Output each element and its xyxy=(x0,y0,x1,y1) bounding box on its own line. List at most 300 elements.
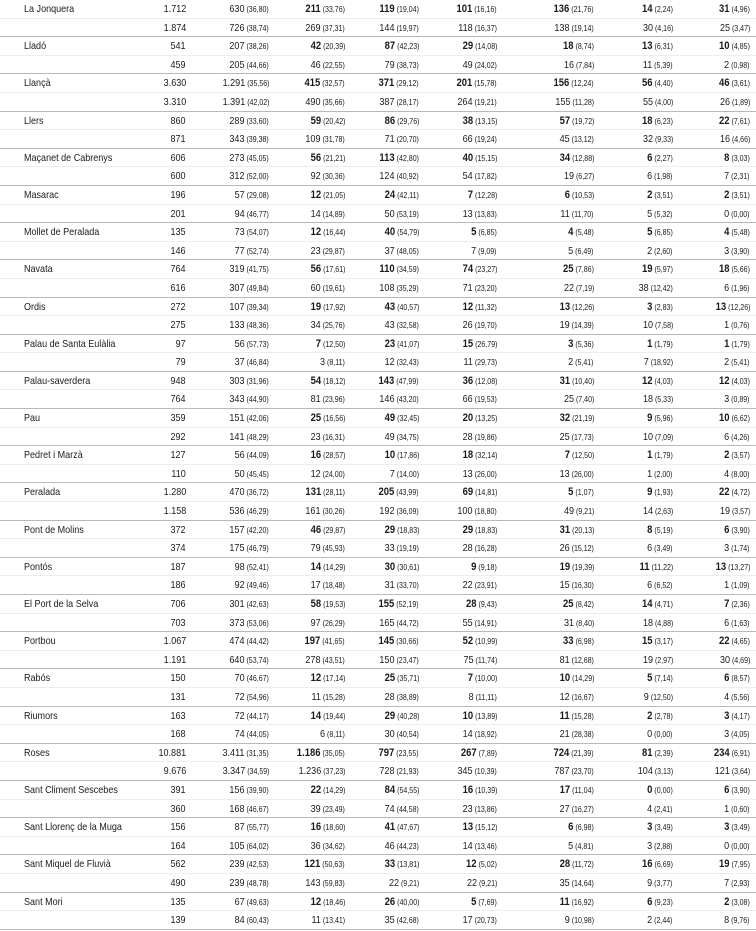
percentage-value: (39,90) xyxy=(244,785,269,795)
registered-voters-cell: 127 xyxy=(170,449,186,462)
party-5-votes-cell xyxy=(643,428,673,447)
table-row-previous xyxy=(0,837,756,856)
count-value: 387 xyxy=(379,95,395,108)
table-row-previous xyxy=(0,205,756,224)
registered-voters-cell: 764 xyxy=(170,263,186,276)
count-value: 156 xyxy=(553,77,570,90)
count-value: 12 xyxy=(310,895,321,908)
count-value: 2 xyxy=(724,356,730,369)
count-value: 19 xyxy=(719,505,730,518)
party-1-votes-cell xyxy=(305,0,345,19)
count-value: 14 xyxy=(642,3,653,15)
percentage-value: (2,97) xyxy=(652,655,673,665)
party-2-votes-cell xyxy=(380,279,419,298)
count-value: 23 xyxy=(310,430,321,443)
count-value: 143 xyxy=(305,876,321,889)
count-value: 29 xyxy=(462,40,473,53)
votes-cast-cell xyxy=(230,855,269,874)
party-6-votes-cell xyxy=(725,242,750,261)
percentage-value: (37,23) xyxy=(320,767,345,777)
party-5-votes-cell xyxy=(642,744,673,763)
table-row xyxy=(0,409,756,428)
percentage-value: (23,55) xyxy=(394,748,419,758)
percentage-value: (38,74) xyxy=(244,23,269,33)
party-4-votes-cell xyxy=(563,632,594,651)
count-value: 77 xyxy=(234,244,245,257)
party-1-votes-cell xyxy=(311,576,345,595)
party-5-votes-cell xyxy=(643,316,673,335)
party-6-votes-cell xyxy=(719,112,750,131)
percentage-value: (43,20) xyxy=(394,395,419,405)
table-row xyxy=(0,521,756,540)
count-value: 7 xyxy=(724,170,730,183)
count-value: 12 xyxy=(310,672,321,685)
count-value: 3 xyxy=(724,709,730,722)
percentage-value: (4,00) xyxy=(652,97,673,107)
count-value: 16 xyxy=(462,783,473,796)
municipality-name: El Port de la Selva xyxy=(24,598,99,610)
count-value: 40 xyxy=(462,151,473,164)
percentage-value: (44,09) xyxy=(244,451,269,461)
registered-voters-cell: 372 xyxy=(170,523,186,536)
percentage-value: (9,76) xyxy=(729,916,750,926)
percentage-value: (40,28) xyxy=(394,711,419,721)
party-2-votes-cell xyxy=(385,56,419,75)
party-2-votes-cell xyxy=(384,335,419,354)
votes-cast-cell xyxy=(223,744,269,763)
registered-voters-cell: 292 xyxy=(170,430,186,443)
count-value: 211 xyxy=(305,3,321,15)
percentage-value: (52,41) xyxy=(244,562,269,572)
party-2-votes-cell xyxy=(384,446,419,465)
percentage-value: (15,12) xyxy=(472,823,497,833)
percentage-value: (31,96) xyxy=(244,376,269,386)
percentage-value: (8,11) xyxy=(325,358,345,368)
votes-cast-cell xyxy=(230,279,269,298)
party-6-votes-cell xyxy=(725,316,750,335)
count-value: 121 xyxy=(304,858,321,871)
registered-voters-cell: 360 xyxy=(170,802,186,815)
percentage-value: (30,61) xyxy=(394,562,419,572)
votes-cast-cell xyxy=(230,372,269,391)
count-value: 5 xyxy=(568,839,574,852)
party-2-votes-cell xyxy=(384,707,419,726)
percentage-value: (4,88) xyxy=(652,618,673,628)
percentage-value: (2,44) xyxy=(652,916,673,926)
party-1-votes-cell xyxy=(310,112,345,131)
percentage-value: (19,39) xyxy=(569,562,594,572)
registered-voters-cell: 948 xyxy=(170,374,186,387)
percentage-value: (12,68) xyxy=(569,655,594,665)
percentage-value: (28,17) xyxy=(394,97,419,107)
party-2-votes-cell xyxy=(379,0,419,19)
count-value: 373 xyxy=(229,616,245,629)
party-6-votes-cell xyxy=(720,130,750,149)
percentage-value: (45,93) xyxy=(320,544,345,554)
party-4-votes-cell xyxy=(560,707,594,726)
count-value: 50 xyxy=(234,467,245,480)
count-value: 24 xyxy=(384,188,396,201)
percentage-value: (20,13) xyxy=(569,525,594,535)
votes-cast-cell xyxy=(230,502,269,521)
party-5-votes-cell xyxy=(643,614,673,633)
party-6-votes-cell xyxy=(724,781,750,800)
party-6-votes-cell xyxy=(719,0,750,19)
count-value: 43 xyxy=(384,300,395,313)
percentage-value: (6,85) xyxy=(476,228,497,238)
party-3-votes-cell xyxy=(471,558,497,577)
percentage-value: (7,09) xyxy=(652,432,673,442)
percentage-value: (24,02) xyxy=(472,60,497,70)
party-3-votes-cell xyxy=(462,260,497,279)
table-row-previous xyxy=(0,614,756,633)
percentage-value: (5,36) xyxy=(573,339,594,349)
registered-voters-cell: 201 xyxy=(170,207,186,220)
count-value: 19 xyxy=(642,653,653,666)
party-1-votes-cell xyxy=(311,911,345,930)
percentage-value: (4,96) xyxy=(729,5,750,14)
count-value: 58 xyxy=(310,598,321,610)
percentage-value: (19,70) xyxy=(472,321,497,331)
party-2-votes-cell xyxy=(379,74,419,93)
count-value: 18 xyxy=(719,263,730,276)
percentage-value: (4,03) xyxy=(729,376,750,386)
count-value: 26 xyxy=(462,319,473,332)
percentage-value: (26,29) xyxy=(320,618,345,628)
count-value: 31 xyxy=(559,523,570,536)
party-1-votes-cell xyxy=(311,56,345,75)
party-2-votes-cell xyxy=(390,465,419,484)
count-value: 105 xyxy=(229,839,245,852)
registered-voters-cell: 79 xyxy=(175,356,186,369)
party-5-votes-cell xyxy=(643,130,673,149)
percentage-value: (11,74) xyxy=(473,655,497,665)
registered-voters-cell: 359 xyxy=(170,412,186,425)
count-value: 343 xyxy=(229,133,245,146)
percentage-value: (18,83) xyxy=(472,525,497,535)
party-3-votes-cell xyxy=(467,669,497,688)
count-value: 307 xyxy=(229,281,245,294)
party-4-votes-cell xyxy=(560,465,594,484)
percentage-value: (40,57) xyxy=(394,302,419,312)
count-value: 9 xyxy=(564,914,570,927)
percentage-value: (23,96) xyxy=(320,395,345,405)
percentage-value: (21,76) xyxy=(569,5,594,14)
percentage-value: (16,28) xyxy=(472,544,497,554)
percentage-value: (19,14) xyxy=(569,23,594,33)
party-1-votes-cell xyxy=(298,762,345,781)
percentage-value: (41,07) xyxy=(394,339,419,349)
percentage-value: (19,53) xyxy=(320,600,345,609)
percentage-value: (1,98) xyxy=(652,172,673,182)
percentage-value: (34,75) xyxy=(394,432,419,442)
percentage-value: (4,26) xyxy=(729,432,750,442)
percentage-value: (34,59) xyxy=(244,767,269,777)
party-2-votes-cell xyxy=(385,539,419,558)
percentage-value: (46,67) xyxy=(244,674,269,684)
count-value: 100 xyxy=(457,505,473,518)
count-value: 131 xyxy=(305,486,322,499)
percentage-value: (3,49) xyxy=(652,823,673,833)
percentage-value: (18,80) xyxy=(472,507,497,517)
count-value: 39 xyxy=(310,802,321,815)
count-value: 81 xyxy=(310,393,321,406)
table-row-previous xyxy=(0,390,756,409)
party-1-votes-cell xyxy=(305,74,345,93)
count-value: 726 xyxy=(229,21,245,34)
count-value: 28 xyxy=(384,690,395,703)
party-5-votes-cell xyxy=(644,353,673,372)
municipality-name: Maçanet de Cabrenys xyxy=(24,151,113,164)
count-value: 22 xyxy=(388,876,399,889)
registered-voters-cell: 97 xyxy=(175,337,186,350)
percentage-value: (55,77) xyxy=(244,823,269,833)
percentage-value: (9,18) xyxy=(476,562,497,572)
party-2-votes-cell xyxy=(380,390,419,409)
count-value: 157 xyxy=(229,523,245,536)
count-value: 46 xyxy=(384,839,395,852)
percentage-value: (52,19) xyxy=(394,600,419,609)
percentage-value: (7,58) xyxy=(652,321,673,331)
party-4-votes-cell xyxy=(560,539,594,558)
party-2-votes-cell xyxy=(385,725,419,744)
percentage-value: (54,79) xyxy=(394,228,419,238)
percentage-value: (10,00) xyxy=(472,674,497,684)
percentage-value: (4,71) xyxy=(652,600,673,609)
count-value: 19 xyxy=(559,319,570,332)
percentage-value: (1,09) xyxy=(729,581,750,591)
municipality-name: Sant Climent Sescebes xyxy=(24,783,118,796)
votes-cast-cell xyxy=(230,409,269,428)
party-5-votes-cell xyxy=(647,893,673,912)
party-5-votes-cell xyxy=(642,37,673,56)
table-row xyxy=(0,223,756,242)
table-row-previous xyxy=(0,93,756,112)
votes-cast-cell xyxy=(230,298,269,317)
count-value: 3 xyxy=(320,356,326,369)
registered-voters-cell: 562 xyxy=(170,858,186,871)
party-5-votes-cell xyxy=(642,855,673,874)
party-1-votes-cell xyxy=(311,428,345,447)
percentage-value: (1,79) xyxy=(729,339,750,349)
percentage-value: (7,14) xyxy=(652,674,673,684)
count-value: 11 xyxy=(463,356,473,369)
percentage-value: (46,79) xyxy=(244,544,269,554)
party-3-votes-cell xyxy=(462,632,497,651)
party-6-votes-cell xyxy=(719,483,750,502)
percentage-value: (9,23) xyxy=(652,897,673,907)
party-4-votes-cell xyxy=(564,614,594,633)
party-5-votes-cell xyxy=(639,558,673,577)
count-value: 30 xyxy=(642,21,653,34)
party-2-votes-cell xyxy=(380,502,419,521)
count-value: 124 xyxy=(379,170,395,183)
party-6-votes-cell xyxy=(725,390,750,409)
percentage-value: (15,15) xyxy=(472,153,497,163)
percentage-value: (31,78) xyxy=(320,135,345,145)
registered-voters-cell: 139 xyxy=(170,914,186,927)
count-value: 29 xyxy=(462,523,473,536)
count-value: 3 xyxy=(568,337,574,350)
party-4-votes-cell xyxy=(569,242,594,261)
votes-cast-cell xyxy=(230,167,269,186)
party-6-votes-cell xyxy=(719,409,750,428)
registered-voters-cell: 1.712 xyxy=(163,3,186,15)
percentage-value: (7,61) xyxy=(729,116,750,126)
count-value: 345 xyxy=(457,765,473,778)
count-value: 20 xyxy=(462,412,473,425)
party-3-votes-cell xyxy=(457,0,497,19)
party-3-votes-cell xyxy=(463,56,497,75)
count-value: 87 xyxy=(234,821,245,834)
votes-cast-cell xyxy=(235,242,269,261)
percentage-value: (50,63) xyxy=(320,860,345,870)
count-value: 75 xyxy=(463,653,474,666)
count-value: 87 xyxy=(384,40,395,53)
percentage-value: (4,05) xyxy=(729,730,750,740)
percentage-value: (49,63) xyxy=(244,897,269,907)
count-value: 73 xyxy=(234,226,245,239)
votes-cast-cell xyxy=(230,130,269,149)
percentage-value: (14,89) xyxy=(320,209,345,219)
percentage-value: (11,11) xyxy=(473,692,497,702)
count-value: 197 xyxy=(304,635,321,648)
percentage-value: (8,11) xyxy=(325,730,345,740)
party-6-votes-cell xyxy=(719,74,750,93)
percentage-value: (19,19) xyxy=(394,544,419,554)
percentage-value: (12,26) xyxy=(569,302,594,312)
count-value: 109 xyxy=(305,133,321,146)
registered-voters-cell: 459 xyxy=(170,58,186,71)
percentage-value: (20,70) xyxy=(394,135,419,145)
party-5-votes-cell xyxy=(648,167,673,186)
count-value: 6 xyxy=(724,430,730,443)
count-value: 27 xyxy=(559,802,570,815)
party-5-votes-cell xyxy=(642,632,673,651)
party-6-votes-cell xyxy=(725,56,750,75)
count-value: 25 xyxy=(384,672,395,685)
percentage-value: (19,44) xyxy=(320,711,345,721)
percentage-value: (6,27) xyxy=(573,172,594,182)
count-value: 32 xyxy=(559,412,570,425)
votes-cast-cell xyxy=(230,149,269,168)
party-3-votes-cell xyxy=(467,874,497,893)
percentage-value: (64,02) xyxy=(244,841,269,851)
party-6-votes-cell xyxy=(725,837,750,856)
percentage-value: (5,48) xyxy=(729,228,750,238)
party-1-votes-cell xyxy=(311,688,345,707)
municipality-name: Pedret i Marzà xyxy=(24,449,83,462)
percentage-value: (44,72) xyxy=(394,618,419,628)
party-2-votes-cell xyxy=(385,688,419,707)
party-2-votes-cell xyxy=(384,37,419,56)
count-value: 234 xyxy=(713,746,730,759)
percentage-value: (0,00) xyxy=(729,209,750,219)
count-value: 49 xyxy=(384,412,395,425)
percentage-value: (2,78) xyxy=(652,711,673,721)
registered-voters-cell: 616 xyxy=(170,281,186,294)
votes-cast-cell xyxy=(230,37,269,56)
count-value: 26 xyxy=(719,95,730,108)
party-1-votes-cell xyxy=(311,205,345,224)
party-2-votes-cell xyxy=(385,353,419,372)
percentage-value: (44,17) xyxy=(244,711,269,721)
party-5-votes-cell xyxy=(643,19,673,38)
votes-cast-cell xyxy=(230,874,269,893)
percentage-value: (7,19) xyxy=(573,283,594,293)
count-value: 536 xyxy=(229,505,245,518)
party-3-votes-cell xyxy=(461,744,497,763)
count-value: 207 xyxy=(229,40,245,53)
party-6-votes-cell xyxy=(719,372,750,391)
percentage-value: (8,40) xyxy=(573,618,594,628)
party-4-votes-cell xyxy=(560,874,594,893)
count-value: 205 xyxy=(378,486,395,499)
count-value: 22 xyxy=(310,783,321,796)
count-value: 143 xyxy=(378,374,395,387)
count-value: 4 xyxy=(647,802,653,815)
count-value: 31 xyxy=(384,579,395,592)
table-row xyxy=(0,669,756,688)
count-value: 52 xyxy=(462,635,473,648)
count-value: 36 xyxy=(462,374,473,387)
percentage-value: (29,08) xyxy=(244,190,269,200)
percentage-value: (47,99) xyxy=(394,376,419,386)
party-2-votes-cell xyxy=(384,558,419,577)
percentage-value: (4,69) xyxy=(729,655,750,665)
municipality-name: Portbou xyxy=(24,635,56,648)
count-value: 55 xyxy=(642,95,653,108)
party-2-votes-cell xyxy=(385,911,419,930)
percentage-value: (3,57) xyxy=(729,507,750,517)
percentage-value: (44,66) xyxy=(244,60,269,70)
percentage-value: (2,00) xyxy=(652,469,673,479)
percentage-value: (19,24) xyxy=(472,135,497,145)
count-value: 56 xyxy=(234,337,245,350)
count-value: 16 xyxy=(310,821,321,834)
registered-voters-cell: 196 xyxy=(170,188,186,201)
votes-cast-cell xyxy=(230,0,269,19)
percentage-value: (12,08) xyxy=(472,376,497,386)
count-value: 56 xyxy=(642,77,653,90)
count-value: 35 xyxy=(559,876,570,889)
party-4-votes-cell xyxy=(564,279,594,298)
party-1-votes-cell xyxy=(310,521,345,540)
party-6-votes-cell xyxy=(725,205,750,224)
registered-voters-cell: 703 xyxy=(170,616,186,629)
count-value: 0 xyxy=(724,207,730,220)
municipality-name: Mollet de Peralada xyxy=(24,226,100,239)
percentage-value: (14,29) xyxy=(569,674,594,684)
count-value: 10 xyxy=(462,709,473,722)
count-value: 1 xyxy=(724,579,730,592)
party-6-votes-cell xyxy=(724,446,750,465)
party-3-votes-cell xyxy=(463,725,497,744)
party-1-votes-cell xyxy=(310,223,345,242)
count-value: 28 xyxy=(462,430,473,443)
percentage-value: (5,32) xyxy=(652,209,673,219)
count-value: 10 xyxy=(642,319,653,332)
party-3-votes-cell xyxy=(463,279,497,298)
table-row xyxy=(0,335,756,354)
percentage-value: (29,12) xyxy=(394,79,419,89)
percentage-value: (25,76) xyxy=(320,321,345,331)
party-3-votes-cell xyxy=(463,353,497,372)
party-5-votes-cell xyxy=(643,93,673,112)
party-4-votes-cell xyxy=(568,818,594,837)
municipality-name: Ordis xyxy=(24,300,46,313)
count-value: 28 xyxy=(466,598,477,610)
